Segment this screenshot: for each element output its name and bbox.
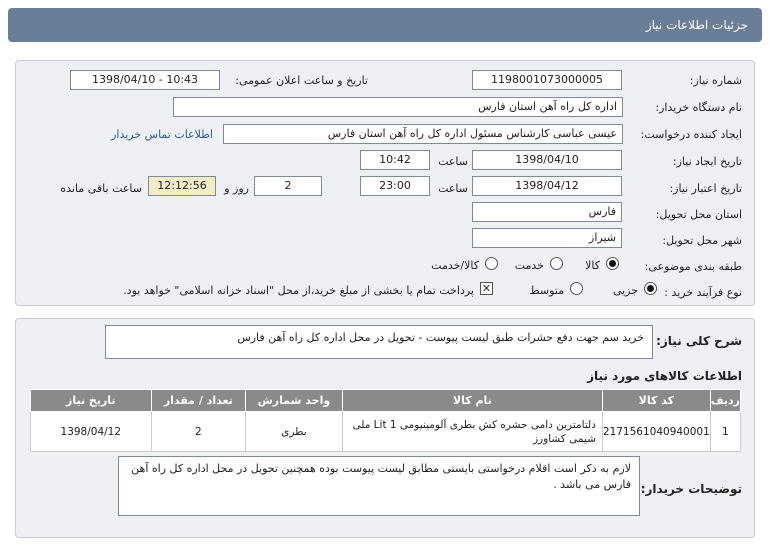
buyer-contact-link[interactable]: اطلاعات تماس خریدار xyxy=(111,128,213,141)
delivery-province-field[interactable]: فارس xyxy=(472,202,622,222)
validity-date-field[interactable]: 1398/04/12 xyxy=(472,176,622,196)
category-goods-label: کالا xyxy=(585,259,600,272)
row-name: دلتامترین دامی حشره کش بطری آلومینیومی 1 Lit ملی شیمی کشاورز xyxy=(342,412,602,452)
need-number-label: شماره نیاز: xyxy=(689,74,742,87)
col-date-header: تاریخ نیاز xyxy=(31,390,152,412)
category-service-radio[interactable] xyxy=(550,257,563,270)
remaining-time-label: ساعت باقی مانده xyxy=(60,182,142,195)
creation-time-field[interactable]: 10:42 xyxy=(360,150,430,170)
announce-datetime-label: تاریخ و ساعت اعلان عمومی: xyxy=(235,74,368,87)
requester-field[interactable]: عیسی عباسی کارشناس مسئول اداره کل راه آهن استان فارس xyxy=(223,124,623,144)
col-unit-header: واحد شمارش xyxy=(246,390,343,412)
page-title: جزئیات اطلاعات نیاز xyxy=(8,8,762,42)
buyer-org-label: نام دستگاه خریدار: xyxy=(655,101,742,114)
summary-label: شرح کلی نیاز: xyxy=(656,334,742,348)
remaining-days-field[interactable]: 2 xyxy=(254,176,322,196)
delivery-city-field[interactable]: شیراز xyxy=(472,228,622,248)
row-date: 1398/04/12 xyxy=(31,412,152,452)
remaining-time-field: 12:12:56 xyxy=(148,176,216,196)
row-unit: بطری xyxy=(246,412,343,452)
delivery-city-label: شهر محل تحویل: xyxy=(662,234,742,247)
col-index-header: ردیف xyxy=(710,390,740,412)
summary-field[interactable]: خرید سم جهت دفع حشرات طبق لیست پیوست - تحویل در محل اداره کل راه آهن فارس xyxy=(105,325,653,359)
category-goods-service-radio[interactable] xyxy=(485,257,498,270)
goods-table-header xyxy=(31,390,741,412)
creation-time-label: ساعت xyxy=(438,155,468,168)
creation-date-field[interactable]: 1398/04/10 xyxy=(472,150,622,170)
purchase-medium-label: متوسط xyxy=(529,284,564,297)
purchase-medium-radio[interactable] xyxy=(570,282,583,295)
buyer-org-field[interactable]: اداره کل راه آهن استان فارس xyxy=(173,97,623,117)
announce-datetime-field[interactable]: 1398/04/10 - 10:43 xyxy=(70,70,220,90)
validity-time-label: ساعت xyxy=(438,182,468,195)
creation-date-label: تاریخ ایجاد نیاز: xyxy=(672,155,742,168)
category-label: طبقه بندی موضوعی: xyxy=(644,260,742,273)
col-qty-header: تعداد / مقدار xyxy=(151,390,245,412)
days-label: روز و xyxy=(224,182,249,195)
treasury-payment-checkbox[interactable]: ✕ xyxy=(481,282,492,295)
row-index: 1 xyxy=(710,412,740,452)
buyer-notes-label: توضیحات خریدار: xyxy=(640,482,742,496)
delivery-province-label: استان محل تحویل: xyxy=(655,208,742,221)
need-number-field[interactable]: 1198001073000005 xyxy=(472,70,622,90)
category-goods-service-label: کالا/خدمت xyxy=(431,259,479,272)
col-code-header: کد کالا xyxy=(602,390,710,412)
requester-label: ایجاد کننده درخواست: xyxy=(640,128,742,141)
purchase-partial-radio[interactable] xyxy=(644,282,657,295)
purchase-partial-label: جزیی xyxy=(612,284,638,297)
row-code: 2171561040940001 xyxy=(602,412,710,452)
validity-time-field[interactable]: 23:00 xyxy=(360,176,430,196)
table-row[interactable] xyxy=(31,412,741,452)
row-qty: 2 xyxy=(151,412,245,452)
goods-section-title: اطلاعات کالاهای مورد نیاز xyxy=(587,369,742,383)
treasury-payment-note: پرداخت تمام یا بخشی از مبلغ خرید،از محل "اسناد خزانه اسلامی" خواهد بود. xyxy=(123,284,474,297)
goods-table xyxy=(30,389,741,452)
category-goods-radio[interactable] xyxy=(606,257,619,270)
validity-date-label: تاریخ اعتبار نیاز: xyxy=(669,182,742,195)
category-service-label: خدمت xyxy=(514,259,544,272)
purchase-type-label: نوع فرآیند خرید : xyxy=(664,286,742,299)
buyer-notes-field[interactable]: لازم به ذکر است اقلام درخواستی بایستی مطابق لیست پیوست بوده همچنین تحویل در محل اداره کل راه آهن فارس می باشد . xyxy=(118,456,640,516)
col-name-header: نام کالا xyxy=(342,390,602,412)
